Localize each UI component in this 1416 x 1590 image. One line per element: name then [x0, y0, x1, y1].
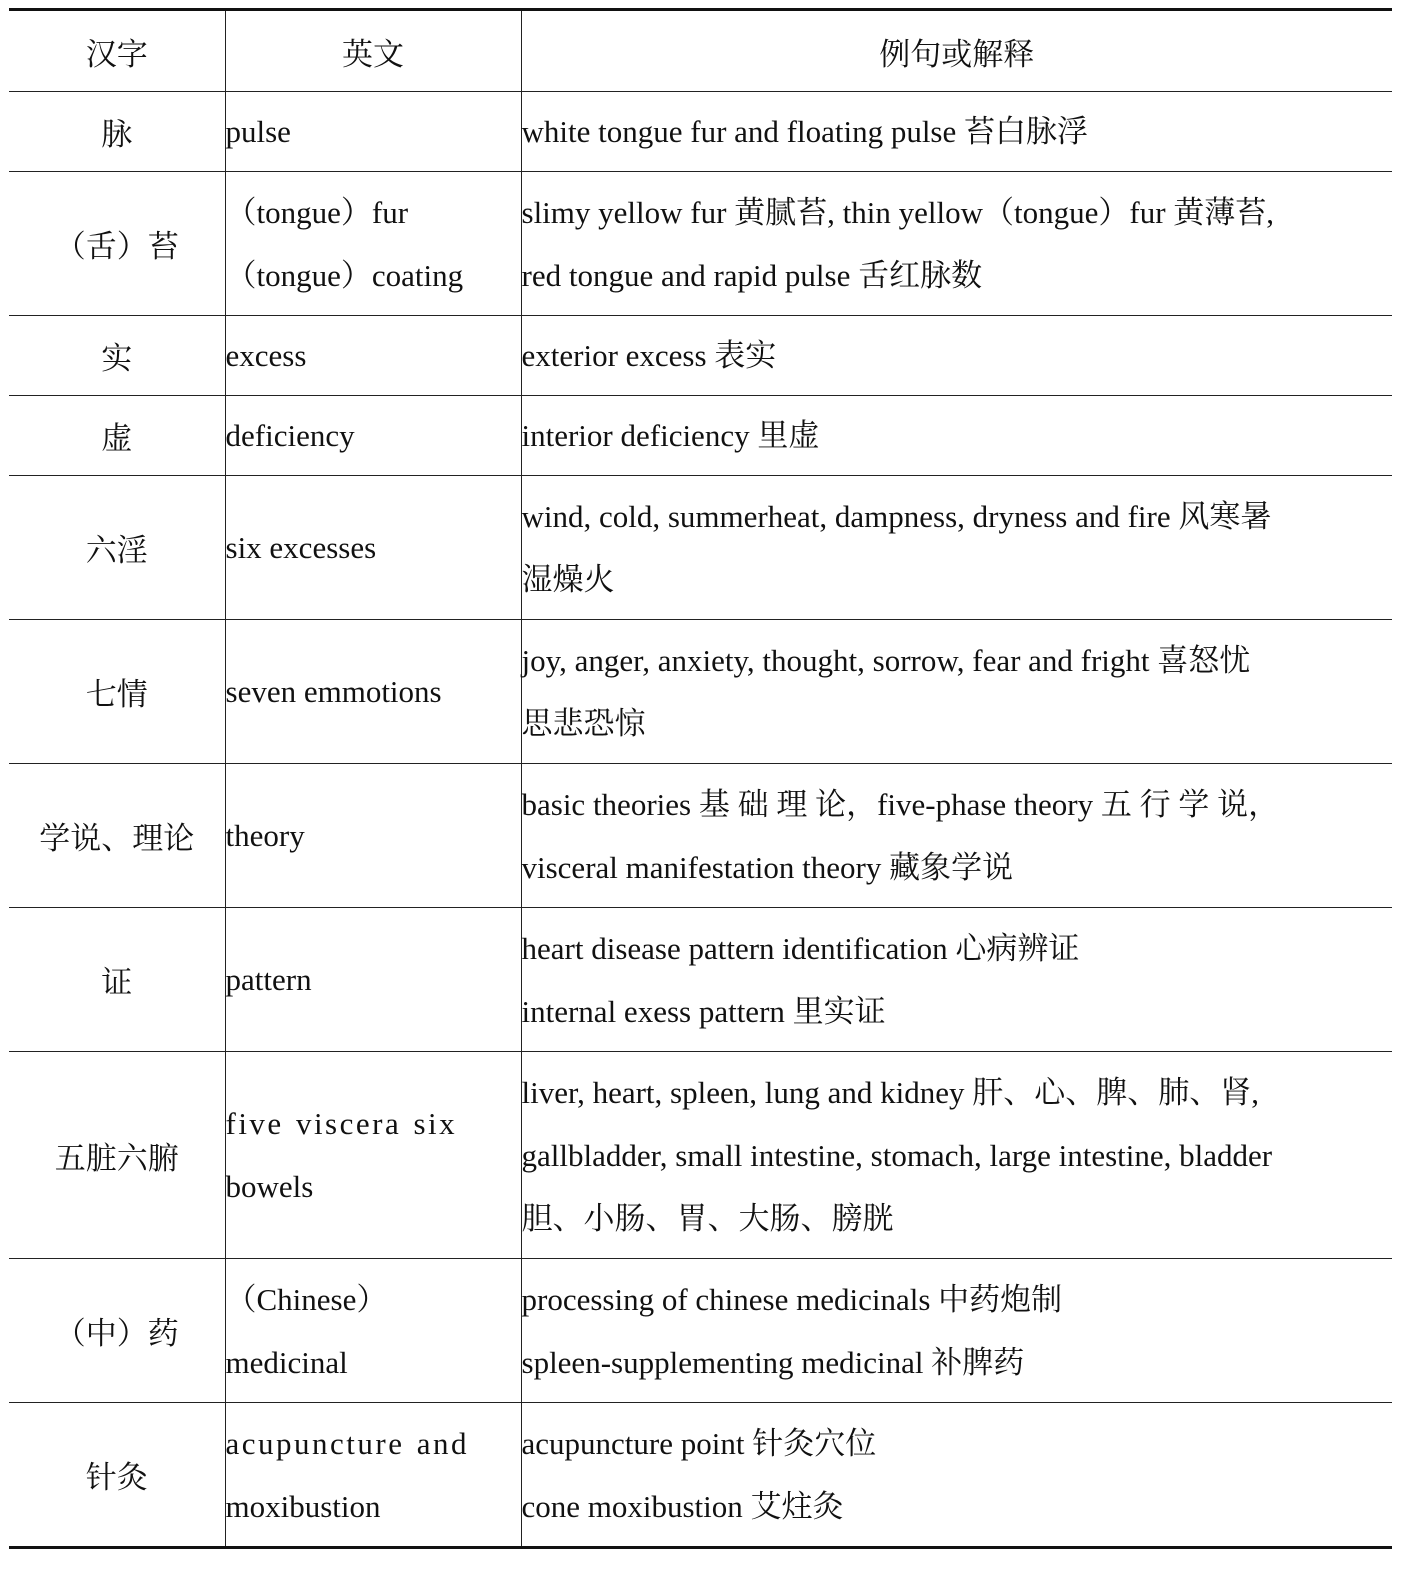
english-line: excess	[225, 338, 307, 373]
example-line: liver, heart, spleen, lung and kidney 肝、心、脾、肺、肾,	[521, 1074, 1259, 1110]
examples-cell	[521, 764, 1392, 908]
examples-cell	[521, 316, 1392, 396]
example-line: slimy yellow fur 黄腻苔, thin yellow（tongue）fur 黄薄苔,	[521, 194, 1275, 230]
english-line: （Chinese）	[225, 1281, 388, 1317]
example-line: wind, cold, summerheat, dampness, dryness and fire 风寒暑	[521, 498, 1272, 534]
examples-cell	[521, 1403, 1392, 1548]
hanzi-cell: 脉	[9, 92, 225, 172]
english-line: six excesses	[225, 530, 377, 565]
hanzi-cell: （中）药	[9, 1259, 225, 1403]
english-cell	[225, 764, 521, 908]
english-cell	[225, 1259, 521, 1403]
example-line: 湿燥火	[521, 561, 615, 597]
english-line: （tongue）coating	[225, 257, 464, 293]
english-line: bowels	[225, 1169, 314, 1204]
table-body	[9, 92, 1392, 1548]
hanzi-cell: 虚	[9, 396, 225, 476]
english-cell	[225, 316, 521, 396]
example-line: gallbladder, small intestine, stomach, large intestine, bladder	[521, 1137, 1273, 1173]
table-row	[9, 92, 1392, 172]
hanzi-cell: 针灸	[9, 1403, 225, 1548]
english-line: theory	[225, 818, 305, 853]
table-row	[9, 764, 1392, 908]
example-line: interior deficiency 里虚	[521, 418, 820, 453]
english-line: pulse	[225, 114, 291, 149]
english-cell	[225, 620, 521, 764]
table-row	[9, 476, 1392, 620]
examples-cell	[521, 172, 1392, 316]
examples-cell	[521, 1052, 1392, 1259]
example-line: processing of chinese medicinals 中药炮制	[521, 1281, 1063, 1317]
header-hanzi: 汉字	[9, 10, 225, 92]
example-line: visceral manifestation theory 藏象学说	[521, 849, 1014, 885]
english-cell	[225, 476, 521, 620]
header-english: 英文	[225, 10, 521, 92]
examples-cell	[521, 1259, 1392, 1403]
english-line: seven emmotions	[225, 674, 442, 709]
english-line: （tongue）fur	[225, 194, 409, 230]
example-line: joy, anger, anxiety, thought, sorrow, fear and fright 喜怒忧	[521, 642, 1251, 678]
english-line: medicinal	[225, 1344, 348, 1380]
examples-cell	[521, 396, 1392, 476]
hanzi-cell: 证	[9, 908, 225, 1052]
examples-cell	[521, 92, 1392, 172]
table-row	[9, 172, 1392, 316]
header-examples: 例句或解释	[521, 10, 1392, 92]
table-row	[9, 620, 1392, 764]
hanzi-cell: 五脏六腑	[9, 1052, 225, 1259]
example-line: exterior excess 表实	[521, 338, 777, 373]
hanzi-cell: （舌）苔	[9, 172, 225, 316]
english-cell	[225, 172, 521, 316]
hanzi-cell: 七情	[9, 620, 225, 764]
example-line: spleen-supplementing medicinal 补脾药	[521, 1344, 1025, 1380]
header-row	[9, 10, 1392, 92]
hanzi-cell: 实	[9, 316, 225, 396]
english-cell	[225, 1052, 521, 1259]
example-line: 胆、小肠、胃、大肠、膀胱	[521, 1200, 894, 1236]
english-cell	[225, 908, 521, 1052]
example-line: 思悲恐惊	[521, 705, 646, 741]
tcm-vocabulary-table	[9, 8, 1392, 1549]
example-line: basic theories 基 础 理 论，five-phase theory 五 行 学 说，	[521, 786, 1280, 822]
example-line: internal exess pattern 里实证	[521, 993, 886, 1029]
english-cell	[225, 1403, 521, 1548]
english-line: deficiency	[225, 418, 355, 453]
example-line: heart disease pattern identification 心病辨证	[521, 930, 1080, 966]
english-line: pattern	[225, 962, 312, 997]
example-line: acupuncture point 针灸穴位	[521, 1425, 877, 1461]
table-row	[9, 1052, 1392, 1259]
example-line: cone moxibustion 艾炷灸	[521, 1488, 844, 1524]
table-row	[9, 908, 1392, 1052]
table-header	[9, 10, 1392, 92]
english-line: moxibustion	[225, 1488, 381, 1524]
hanzi-cell: 六淫	[9, 476, 225, 620]
table-row	[9, 1403, 1392, 1548]
example-line: red tongue and rapid pulse 舌红脉数	[521, 257, 983, 293]
table-row	[9, 396, 1392, 476]
hanzi-cell: 学说、理论	[9, 764, 225, 908]
english-line: acupuncture and	[225, 1425, 469, 1461]
examples-cell	[521, 620, 1392, 764]
table-row	[9, 316, 1392, 396]
examples-cell	[521, 476, 1392, 620]
english-cell	[225, 396, 521, 476]
table-row	[9, 1259, 1392, 1403]
english-cell	[225, 92, 521, 172]
examples-cell	[521, 908, 1392, 1052]
english-line: five viscera six	[225, 1106, 458, 1141]
example-line: white tongue fur and floating pulse 苔白脉浮	[521, 114, 1089, 149]
